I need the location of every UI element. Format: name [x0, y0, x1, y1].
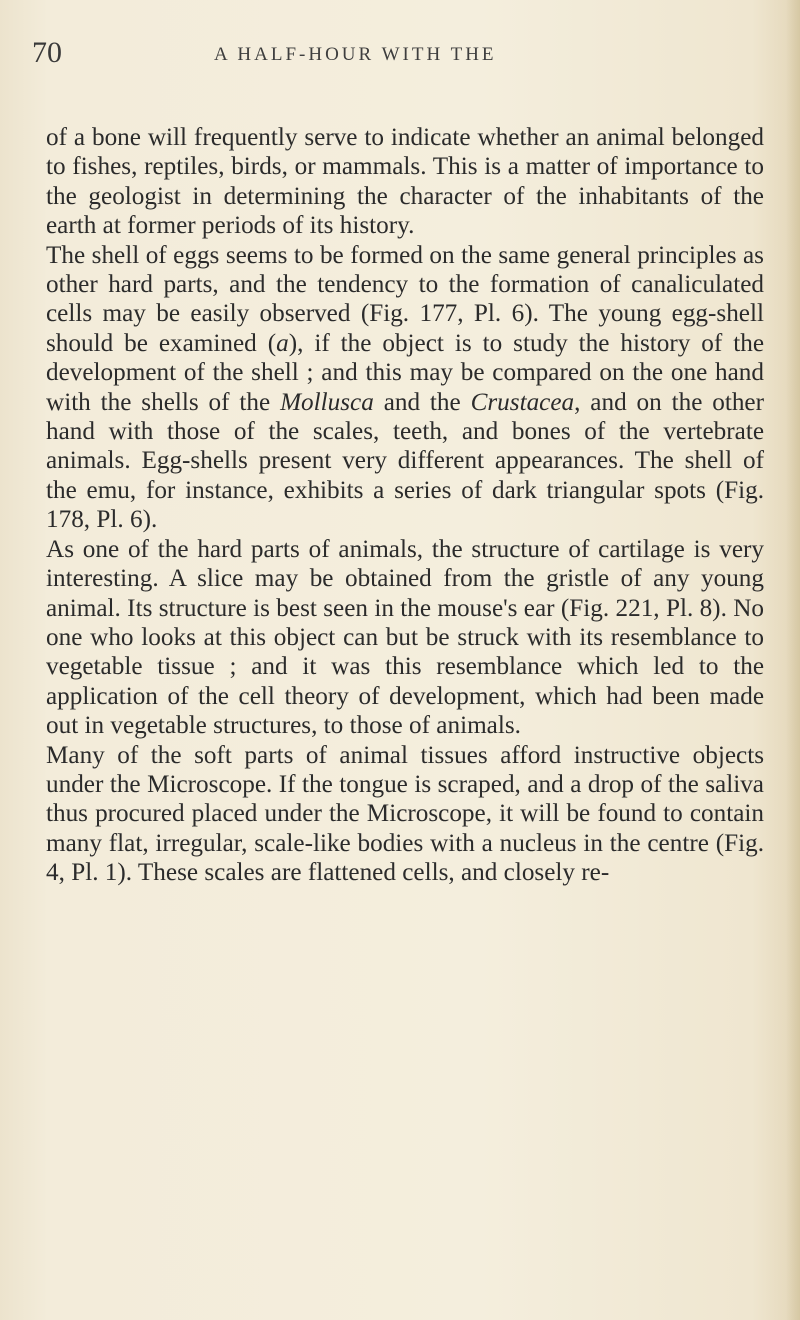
page-edge-shadow	[786, 0, 800, 1320]
paragraph-cartilage: As one of the hard parts of animals, the structure of cartilage is very interesting. A slice may be obtained from the gristle of any young animal. Its structure is best seen in the mouse's ear (Fig. 221, Pl. 8). No one who looks at this object can but be struck with its resemblance to vegetable tissue ; and it was this resemblance which led to the application of the cell theory of development, which had been made out in vegetable structures, to those of animals.	[46, 535, 764, 740]
text-run: , and on the other hand with those of the scales, teeth, and bones of the vertebrate animals. Egg-shells present very different appearances. The shell of the emu, for instance, exhibits a series of dark triangular spots (Fig. 178, Pl. 6).	[46, 388, 764, 534]
page-header	[0, 36, 800, 76]
running-head: A HALF-HOUR WITH THE	[214, 44, 497, 65]
italic-run: Mollusca	[280, 388, 374, 416]
text-run: ), if the object is to study the history of the development of the shell ; and this may be compared on the one hand with the shells of the	[46, 329, 764, 416]
italic-run: a	[276, 329, 289, 357]
page-number: 70	[32, 36, 62, 69]
text-run: The shell of eggs seems to be formed on the same general principles as other hard parts, and the tendency to the formation of canaliculated cells may be easily observed (Fig. 177, Pl. 6). The young egg-shell should be examined (	[46, 241, 764, 357]
paragraph-bone: of a bone will frequently serve to indicate whether an animal belonged to fishes, reptiles, birds, or mammals. This is a matter of importance to the geologist in determining the character of the inhabitants of the earth at former periods of its history.	[46, 124, 764, 240]
paragraph-soft-parts: Many of the soft parts of animal tissues afford instructive objects under the Microscope. If the tongue is scraped, and a drop of the saliva thus procured placed under the Microscope, it will be found to contain many flat, irregular, scale-like bodies with a nucleus in the centre (Fig. 4, Pl. 1). These scales are flattened cells, and closely re-	[46, 741, 764, 887]
body-text	[46, 123, 764, 888]
text-run: and the	[373, 388, 471, 416]
paragraph-egg-shells	[46, 241, 764, 535]
italic-run: Crustacea	[470, 388, 575, 416]
